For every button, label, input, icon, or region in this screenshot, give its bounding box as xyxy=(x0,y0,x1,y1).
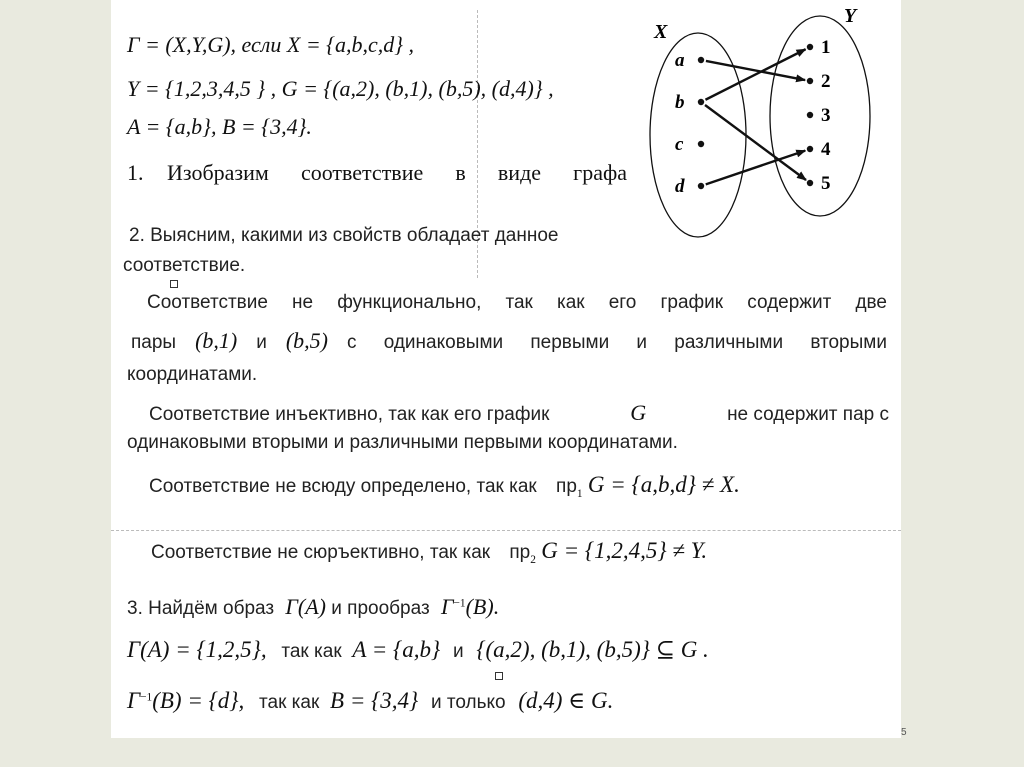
step3-image-line xyxy=(127,637,709,663)
y-element-dot xyxy=(807,78,813,84)
step3-preimage-arg: (B). xyxy=(465,594,500,619)
x-element-label: d xyxy=(675,176,685,197)
step3-preimage-formula: (B) = {d}, xyxy=(152,688,245,713)
step3-image-set-a: A = {a,b} xyxy=(352,637,441,662)
x-element-label: b xyxy=(675,92,685,113)
property4-operator: пр xyxy=(509,542,531,563)
step3-image-because: так как xyxy=(281,641,342,662)
property3-prefix: Соответствие не всюду определено, так как xyxy=(149,476,537,497)
step3-heading-mid: и прообраз xyxy=(331,598,430,619)
edge-arrow xyxy=(705,49,805,99)
y-element-label: 3 xyxy=(821,105,831,126)
step2-heading-line-2: соответствие. xyxy=(123,255,246,276)
property1-and: и xyxy=(256,332,267,353)
definition-line-3: A = {a,b}, B = {3,4}. xyxy=(127,114,312,139)
step3-image-and: и xyxy=(452,641,464,662)
set-y-label: Y xyxy=(844,5,857,27)
y-element-dot xyxy=(807,112,813,118)
property4-subscript: 2 xyxy=(530,553,536,566)
page-number: 5 xyxy=(901,727,907,738)
placeholder-box xyxy=(495,672,503,680)
edge-arrow xyxy=(706,61,805,80)
property4-line xyxy=(151,538,707,566)
property1-suffix: с одинаковыми первыми и различными вторыми xyxy=(346,332,887,353)
property1-pair-1: (b,1) xyxy=(195,328,238,353)
property1-line-3: координатами. xyxy=(127,364,258,385)
property2-line-1 xyxy=(149,400,889,426)
step1-number: 1. xyxy=(127,160,144,185)
step3-image-formula: Γ(A) = {1,2,5}, xyxy=(127,637,267,662)
dashed-divider-horizontal xyxy=(111,530,901,531)
step3-preimage-set-b: B = {3,4} xyxy=(330,688,419,713)
property3-operator: пр xyxy=(556,476,577,497)
x-element-dot xyxy=(698,57,704,63)
correspondence-graph xyxy=(627,0,901,250)
definition-line-2: Y = {1,2,3,4,5 } , G = {(a,2), (b,1), (b,5), (d,4)} , xyxy=(127,76,554,101)
x-element-dot xyxy=(698,141,704,147)
step3-preimage-pair: (d,4) ∈ G. xyxy=(518,688,614,713)
document-page xyxy=(111,0,901,738)
x-element-label: a xyxy=(675,50,685,71)
property3-subscript: 1 xyxy=(576,487,583,500)
step3-preimage-sup: −1 xyxy=(453,597,466,610)
y-element-dot xyxy=(807,146,813,152)
property4-prefix: Соответствие не сюръективно, так как xyxy=(151,542,491,563)
property2-symbol: G xyxy=(630,400,647,425)
definition-line-1: Γ = (X,Y,G), если X = {a,b,c,d} , xyxy=(127,32,415,57)
property1-line-2 xyxy=(131,328,887,354)
property1-prefix: пары xyxy=(131,332,177,353)
y-element-label: 2 xyxy=(821,71,831,92)
property3-line xyxy=(149,472,740,500)
property4-formula: G = {1,2,4,5} ≠ Y. xyxy=(541,538,708,563)
step3-preimage-because: так как xyxy=(259,692,320,713)
y-element-label: 1 xyxy=(821,37,831,58)
set-x-label: X xyxy=(654,21,668,43)
set-y-ellipse xyxy=(770,16,870,216)
x-element-dot xyxy=(698,183,704,189)
y-element-label: 5 xyxy=(821,173,831,194)
property1-line-1: Соответствие не функционально, так как его график содержит две xyxy=(147,292,887,313)
property3-formula: G = {a,b,d} ≠ X. xyxy=(587,472,740,497)
x-element-dot xyxy=(698,99,704,105)
x-element-label: c xyxy=(675,134,684,155)
step3-heading-prefix: 3. Найдём образ xyxy=(127,598,275,619)
property2-suffix: не содержит пар с xyxy=(727,404,889,425)
step3-preimage-gamma: Γ xyxy=(440,594,454,619)
step3-preimage-only: и только xyxy=(431,692,506,713)
y-element-dot xyxy=(807,180,813,186)
property2-line-2: одинаковыми вторыми и различными первыми координатами. xyxy=(127,432,678,453)
step3-image-subset: {(a,2), (b,1), (b,5)} ⊆ G . xyxy=(476,637,709,662)
y-element-label: 4 xyxy=(821,139,831,160)
placeholder-box xyxy=(170,280,178,288)
step3-preimage-line-sup: −1 xyxy=(140,691,153,704)
step3-image-symbol: Γ(A) xyxy=(285,594,326,619)
step3-preimage-line-gamma: Γ xyxy=(127,688,141,713)
step3-preimage-line xyxy=(127,688,613,714)
step3-heading xyxy=(127,594,499,620)
set-x-ellipse xyxy=(650,33,746,237)
property2-prefix: Соответствие инъективно, так как его график xyxy=(149,404,550,425)
step1-text: Изобразим соответствие в виде графа xyxy=(167,160,627,185)
property1-pair-2: (b,5) xyxy=(285,328,328,353)
y-element-dot xyxy=(807,44,813,50)
step2-heading-line-1: 2. Выясним, какими из свойств обладает данное xyxy=(129,225,559,246)
